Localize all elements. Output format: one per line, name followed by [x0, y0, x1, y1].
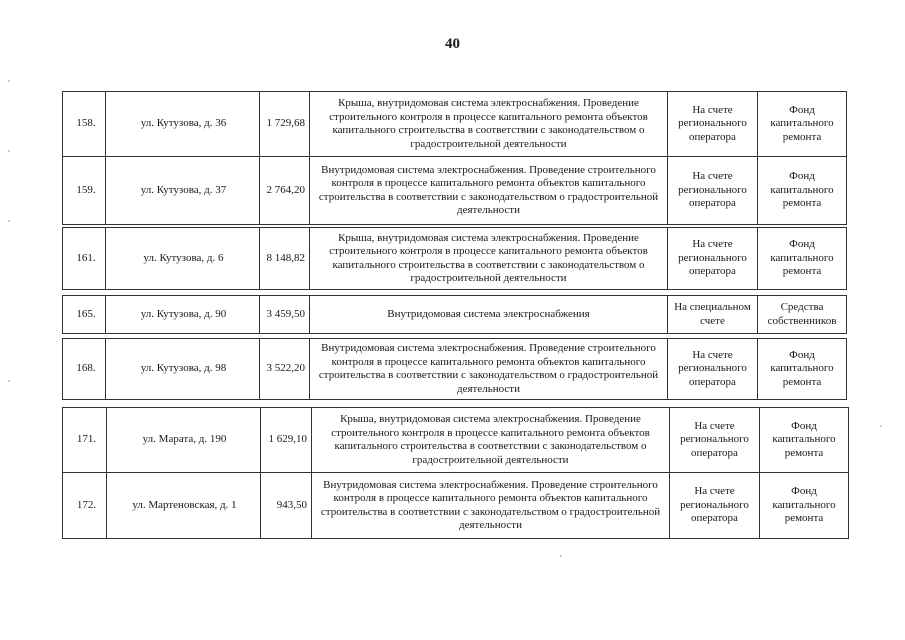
table-segment-2 — [62, 227, 847, 290]
row-number: 168. — [63, 339, 106, 400]
page-number: 40 — [445, 36, 460, 52]
row-funding-source: Фонд капитального ремонта — [760, 473, 849, 539]
scan-speck — [8, 150, 10, 152]
row-address: ул. Кутузова, д. 36 — [106, 92, 260, 157]
row-number: 165. — [63, 296, 106, 334]
row-area: 3 522,20 — [260, 339, 310, 400]
row-account-type: На счете регионального оператора — [668, 339, 758, 400]
row-number: 159. — [63, 157, 106, 225]
row-funding-source: Фонд капитального ремонта — [758, 228, 847, 290]
row-account-type: На счете регионального оператора — [668, 157, 758, 225]
row-work-type: Внутридомовая система электроснабжения. Проведение строительного контроля в процессе капитального ремонта объектов капитального строительства в соответствии с законодательством о градостроительной деятельности — [310, 157, 668, 225]
row-area: 8 148,82 — [260, 228, 310, 290]
scan-speck — [560, 555, 562, 557]
row-funding-source: Средства собственников — [758, 296, 847, 334]
row-area: 2 764,20 — [260, 157, 310, 225]
row-account-type: На счете регионального оператора — [670, 408, 760, 473]
table-segment-1 — [62, 91, 847, 225]
row-work-type: Внутридомовая система электроснабжения. Проведение строительного контроля в процессе капитального ремонта объектов капитального строительства в соответствии с законодательством о градостроительной деятельности — [310, 339, 668, 400]
row-address: ул. Кутузова, д. 98 — [106, 339, 260, 400]
row-number: 172. — [63, 473, 107, 539]
row-address: ул. Кутузова, д. 37 — [106, 157, 260, 225]
row-account-type: На счете регионального оператора — [668, 92, 758, 157]
row-work-type: Крыша, внутридомовая система электроснабжения. Проведение строительного контроля в процессе капитального ремонта объектов капитального строительства в соответствии с законодательством о градостроительной деятельности — [310, 92, 668, 157]
row-area: 1 629,10 — [261, 408, 312, 473]
row-funding-source: Фонд капитального ремонта — [758, 339, 847, 400]
row-number: 158. — [63, 92, 106, 157]
row-funding-source: Фонд капитального ремонта — [760, 408, 849, 473]
row-number: 161. — [63, 228, 106, 290]
table-row — [63, 296, 847, 334]
row-work-type: Крыша, внутридомовая система электроснабжения. Проведение строительного контроля в процессе капитального ремонта объектов капитального строительства в соответствии с законодательством о градостроительной деятельности — [310, 228, 668, 290]
row-address: ул. Кутузова, д. 6 — [106, 228, 260, 290]
table-row — [63, 339, 847, 400]
table-row — [63, 408, 849, 473]
row-area: 3 459,50 — [260, 296, 310, 334]
table-segment-3 — [62, 295, 847, 334]
row-address: ул. Кутузова, д. 90 — [106, 296, 260, 334]
scan-speck — [8, 80, 10, 82]
row-account-type: На счете регионального оператора — [668, 228, 758, 290]
scan-speck — [880, 425, 882, 427]
table-row — [63, 473, 849, 539]
scan-speck — [8, 220, 10, 222]
table-segment-5 — [62, 407, 849, 539]
row-work-type: Внутридомовая система электроснабжения — [310, 296, 668, 334]
row-funding-source: Фонд капитального ремонта — [758, 92, 847, 157]
row-funding-source: Фонд капитального ремонта — [758, 157, 847, 225]
row-area: 1 729,68 — [260, 92, 310, 157]
row-address: ул. Мартеновская, д. 1 — [107, 473, 261, 539]
scan-speck — [8, 380, 10, 382]
row-number: 171. — [63, 408, 107, 473]
row-address: ул. Марата, д. 190 — [107, 408, 261, 473]
row-account-type: На специальном счете — [668, 296, 758, 334]
table-row — [63, 157, 847, 225]
table-row — [63, 92, 847, 157]
row-work-type: Крыша, внутридомовая система электроснабжения. Проведение строительного контроля в процессе капитального ремонта объектов капитального строительства в соответствии с законодательством о градостроительной деятельности — [312, 408, 670, 473]
row-area: 943,50 — [261, 473, 312, 539]
row-account-type: На счете регионального оператора — [670, 473, 760, 539]
row-work-type: Внутридомовая система электроснабжения. Проведение строительного контроля в процессе капитального ремонта объектов капитального строительства в соответствии с законодательством о градостроительной деятельности — [312, 473, 670, 539]
table-row — [63, 228, 847, 290]
table-segment-4 — [62, 338, 847, 400]
